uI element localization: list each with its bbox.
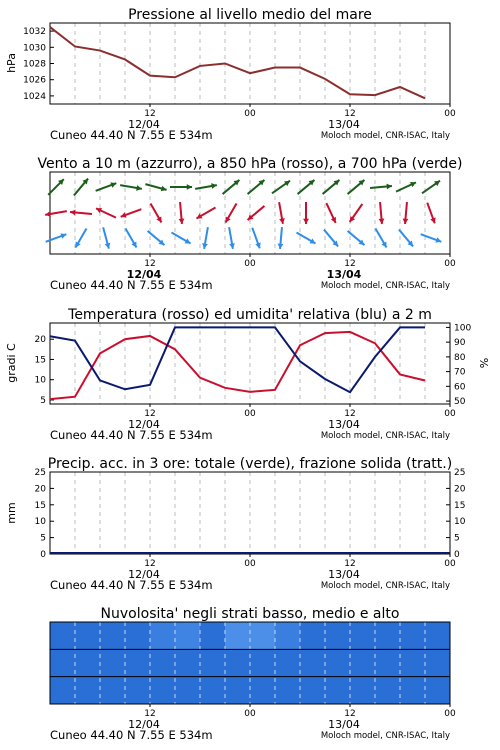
wind-arrow-10m <box>399 230 413 247</box>
y-tick-label: 15 <box>34 355 46 366</box>
wind-arrow-10m <box>421 234 442 242</box>
y-tick-label: 20 <box>34 335 46 346</box>
x-tick-label: 12 <box>344 709 356 719</box>
arrow-head <box>179 218 185 223</box>
wind-arrow-10m <box>46 233 67 241</box>
wind-arrow-850hpa <box>96 208 116 218</box>
cloud-cell <box>150 622 175 649</box>
model-credit: Moloch model, CNR-ISAC, Italy <box>320 281 450 291</box>
x-tick-label: 12 <box>344 559 356 569</box>
x-tick-label: 12 <box>344 109 356 119</box>
y-tick-label: 10 <box>34 375 46 386</box>
model-credit: Moloch model, CNR-ISAC, Italy <box>320 581 450 591</box>
wind-arrow-10m <box>126 228 137 247</box>
wind-arrow-850hpa <box>121 209 142 217</box>
cloud-cell <box>275 622 300 649</box>
wind-arrow-10m <box>103 227 110 248</box>
x-tick-label: 00 <box>244 709 256 719</box>
pressure-ylabel: hPa <box>5 53 18 73</box>
y-tick-label: 25 <box>34 468 46 478</box>
cloud-cell <box>175 622 200 649</box>
y-tick-label-right: 0 <box>454 550 460 560</box>
precipitation-ylabel: mm <box>5 502 18 524</box>
wind-arrow-700hpa <box>370 184 392 190</box>
wind-arrow-10m <box>324 230 338 247</box>
wind-arrow-700hpa <box>195 183 217 189</box>
pressure-panel <box>5 7 450 104</box>
arrow-head <box>303 219 309 224</box>
y-tick-label: 1028 <box>23 59 46 70</box>
wind-arrow-700hpa <box>120 185 142 191</box>
y-tick-label: 0 <box>40 550 46 560</box>
wind-arrow-850hpa <box>379 202 385 224</box>
y-tick-label-right: 60 <box>454 382 466 393</box>
temperature-title: Temperatura (rosso) ed umidita' relativa (blu) a 2 m <box>68 307 432 323</box>
x-tick-label: 00 <box>244 559 256 569</box>
precipitation-title: Precip. acc. in 3 ore: totale (verde), frazione solida (tratt.) <box>47 456 453 472</box>
temperature-ylabel: gradi C <box>5 343 18 383</box>
y-tick-label-right: 50 <box>454 397 466 408</box>
x-tick-label: 00 <box>444 259 456 269</box>
x-tick-label: 00 <box>444 409 456 419</box>
model-credit: Moloch model, CNR-ISAC, Italy <box>320 731 450 741</box>
y-tick-label-right: 5 <box>454 533 460 544</box>
y-tick-label-right: 80 <box>454 352 466 363</box>
location-label: Cuneo 44.40 N 7.55 E 534m <box>50 128 213 142</box>
date-label: 12/04 <box>126 268 162 281</box>
cloud-title: Nuvolosita' negli strati basso, medio e alto <box>100 606 400 622</box>
wind-arrow-700hpa <box>74 179 88 196</box>
wind-arrow-850hpa <box>196 208 215 219</box>
wind-arrow-850hpa <box>226 203 237 222</box>
wind-panel <box>37 156 462 254</box>
y-tick-label: 10 <box>34 517 46 528</box>
cloud-cell <box>225 622 275 649</box>
arrow-head <box>278 243 284 248</box>
y-tick-label-right: 15 <box>454 500 466 511</box>
wind-arrow-850hpa <box>279 202 285 224</box>
y-tick-label: 1024 <box>23 91 46 102</box>
model-credit: Moloch model, CNR-ISAC, Italy <box>320 431 450 441</box>
date-label: 13/04 <box>328 418 360 431</box>
arrow-head <box>379 218 385 223</box>
temperature-panel <box>5 307 491 407</box>
x-tick-label: 00 <box>444 709 456 719</box>
wind-arrow-10m <box>76 228 87 247</box>
wind-arrow-700hpa <box>170 184 192 190</box>
y-tick-label: 20 <box>34 484 46 495</box>
wind-arrow-700hpa <box>396 182 416 192</box>
date-label: 13/04 <box>328 718 360 731</box>
humidity-line <box>50 327 425 392</box>
wind-arrow-700hpa <box>96 182 117 190</box>
x-tick-label: 12 <box>144 709 156 719</box>
cloud-panel <box>50 606 450 704</box>
date-label: 12/04 <box>128 718 160 731</box>
date-label: 13/04 <box>328 118 360 131</box>
x-tick-label: 12 <box>144 559 156 569</box>
date-label: 12/04 <box>128 568 160 581</box>
x-tick-label: 12 <box>144 109 156 119</box>
y-tick-label-right: 100 <box>454 323 472 334</box>
y-tick-label: 1032 <box>23 27 46 38</box>
y-tick-label-right: 25 <box>454 468 466 478</box>
arrow-head <box>70 210 75 216</box>
y-tick-label: 1026 <box>23 75 46 86</box>
x-tick-label: 00 <box>244 259 256 269</box>
x-tick-label: 00 <box>244 409 256 419</box>
wind-arrow-850hpa <box>70 210 92 216</box>
date-label: 12/04 <box>128 418 160 431</box>
arrow-head <box>386 184 391 190</box>
y-tick-label-right: 90 <box>454 338 466 349</box>
y-tick-label: 5 <box>40 533 46 544</box>
wind-arrow-10m <box>171 233 190 244</box>
wind-arrow-850hpa <box>427 203 435 224</box>
x-tick-label: 00 <box>244 109 256 119</box>
wind-arrow-10m <box>229 227 235 249</box>
wind-arrow-10m <box>278 227 284 249</box>
x-tick-label: 12 <box>344 259 356 269</box>
location-label: Cuneo 44.40 N 7.55 E 534m <box>50 728 213 742</box>
wind-arrow-10m <box>252 228 260 249</box>
y-tick-label-right: 10 <box>454 517 466 528</box>
x-tick-label: 12 <box>144 409 156 419</box>
location-label: Cuneo 44.40 N 7.55 E 534m <box>50 578 213 592</box>
wind-arrow-700hpa <box>48 179 64 195</box>
arrow-head <box>187 184 192 190</box>
date-label: 12/04 <box>128 118 160 131</box>
model-credit: Moloch model, CNR-ISAC, Italy <box>320 131 450 141</box>
location-label: Cuneo 44.40 N 7.55 E 534m <box>50 278 213 292</box>
x-tick-label: 00 <box>444 559 456 569</box>
x-tick-label: 12 <box>144 259 156 269</box>
wind-arrow-10m <box>376 228 387 247</box>
wind-arrow-850hpa <box>403 202 409 224</box>
x-tick-label: 12 <box>344 409 356 419</box>
pressure-line <box>50 27 425 98</box>
wind-arrow-850hpa <box>151 203 162 222</box>
wind-arrow-10m <box>202 227 208 249</box>
y-tick-label-right: 70 <box>454 367 466 378</box>
wind-arrow-850hpa <box>350 204 363 222</box>
pressure-title: Pressione al livello medio del mare <box>128 7 372 23</box>
wind-arrow-850hpa <box>179 202 185 224</box>
date-label: 13/04 <box>328 568 360 581</box>
wind-arrow-850hpa <box>303 202 309 224</box>
wind-arrow-10m <box>296 233 315 244</box>
y-tick-label: 1030 <box>23 43 46 54</box>
wind-arrow-850hpa <box>45 211 67 217</box>
date-label: 13/04 <box>326 268 362 281</box>
humidity-ylabel: % <box>478 357 491 369</box>
y-tick-label: 15 <box>34 500 46 511</box>
wind-arrow-700hpa <box>145 184 166 191</box>
wind-title: Vento a 10 m (azzurro), a 850 hPa (rosso), a 700 hPa (verde) <box>37 156 463 172</box>
arrow-head <box>403 218 409 223</box>
y-tick-label-right: 20 <box>454 484 466 495</box>
y-tick-label: 5 <box>40 395 46 406</box>
location-label: Cuneo 44.40 N 7.55 E 534m <box>50 428 213 442</box>
x-tick-label: 00 <box>444 109 456 119</box>
wind-arrow-850hpa <box>326 203 336 223</box>
precipitation-panel <box>5 456 466 560</box>
